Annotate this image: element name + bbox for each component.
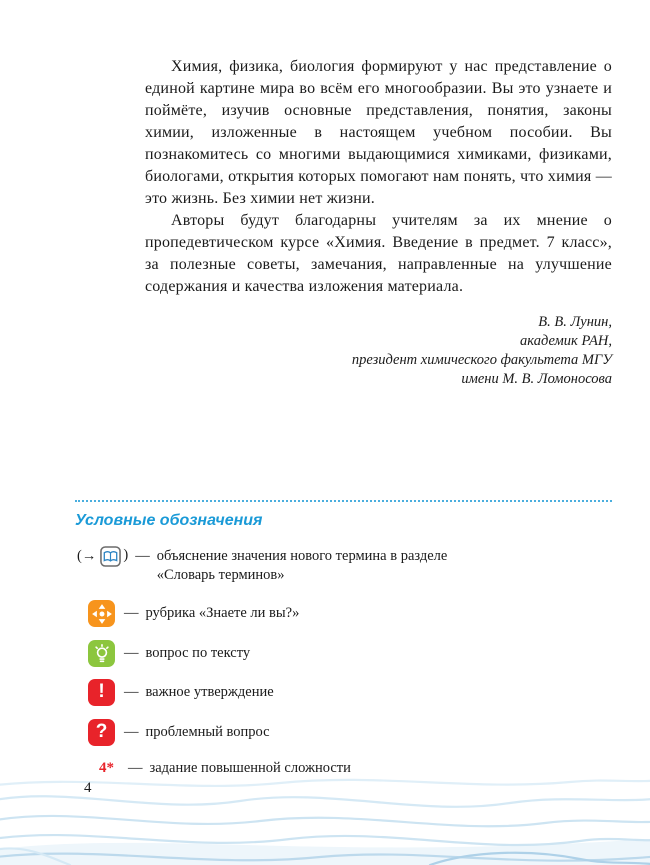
compass-icon xyxy=(88,600,115,627)
legend-item-text-question xyxy=(75,640,612,667)
legend-title: Условные обозначения xyxy=(75,512,263,529)
signature-line-position: президент химического факультета МГУ xyxy=(351,352,612,368)
legend-item-term-text: объяснение значения нового термина в разделе «Словарь терминов» xyxy=(156,548,448,583)
legend-item-advanced xyxy=(75,759,612,778)
decorative-wave-pattern xyxy=(0,777,650,865)
intro-text-block xyxy=(145,56,612,389)
legend-item-rubric-text: рубрика «Знаете ли вы?» xyxy=(145,605,300,621)
exclamation-icon xyxy=(88,679,115,706)
term-dash: — xyxy=(135,548,150,564)
legend-item-rubric xyxy=(75,600,612,627)
intro-paragraph-2: Авторы будут благодарны учителям за их мнение о пропедевтическом курсе «Химия. Введение в предмет. 7 класс», за полезные советы, замечания, направленные на улучшение содержания и качества изложения материала. xyxy=(145,212,612,295)
legend-item-important xyxy=(75,679,612,706)
legend-dash: — xyxy=(128,760,143,776)
legend-section xyxy=(75,500,612,791)
term-close-paren: ) xyxy=(123,547,129,563)
dotted-divider xyxy=(75,500,612,502)
term-prefix: (→ xyxy=(77,548,97,564)
signature-line-university: имени М. В. Ломоносова xyxy=(461,371,612,387)
legend-item-text-question-text: вопрос по тексту xyxy=(145,645,251,661)
page-number: 4 xyxy=(84,780,92,796)
book-icon xyxy=(100,546,121,567)
signature-line-rank: академик РАН, xyxy=(520,333,612,349)
signature-block xyxy=(145,313,612,389)
advanced-task-label: 4* xyxy=(99,760,114,776)
question-icon xyxy=(88,719,115,746)
signature-line-name: В. В. Лунин, xyxy=(538,314,612,330)
intro-paragraph-1: Химия, физика, биология формируют у нас представление о единой картине мира во всём его многообразии. Вы это узнаете и поймёте, изучив основные представления, понятия, законы химии, изложенные в настоящем учебном пособии. Вы познакомитесь со многими выдающимися химиками, физиками, биологами, открытия которых помогают нам понять, что химия — это жизнь. Без химии нет жизни. xyxy=(145,58,612,207)
legend-dash: — xyxy=(124,684,139,700)
legend-dash: — xyxy=(124,605,139,621)
legend-item-problem-text: проблемный вопрос xyxy=(145,724,270,740)
legend-item-problem xyxy=(75,719,612,746)
legend-item-important-text: важное утверждение xyxy=(145,684,274,700)
exclamation-glyph: ! xyxy=(98,681,105,702)
question-glyph: ? xyxy=(95,721,108,742)
legend-dash: — xyxy=(124,724,139,740)
legend-item-advanced-text: задание повышенной сложности xyxy=(149,760,351,776)
bulb-icon xyxy=(88,640,115,667)
legend-dash: — xyxy=(124,645,139,661)
legend-item-term xyxy=(77,546,612,585)
